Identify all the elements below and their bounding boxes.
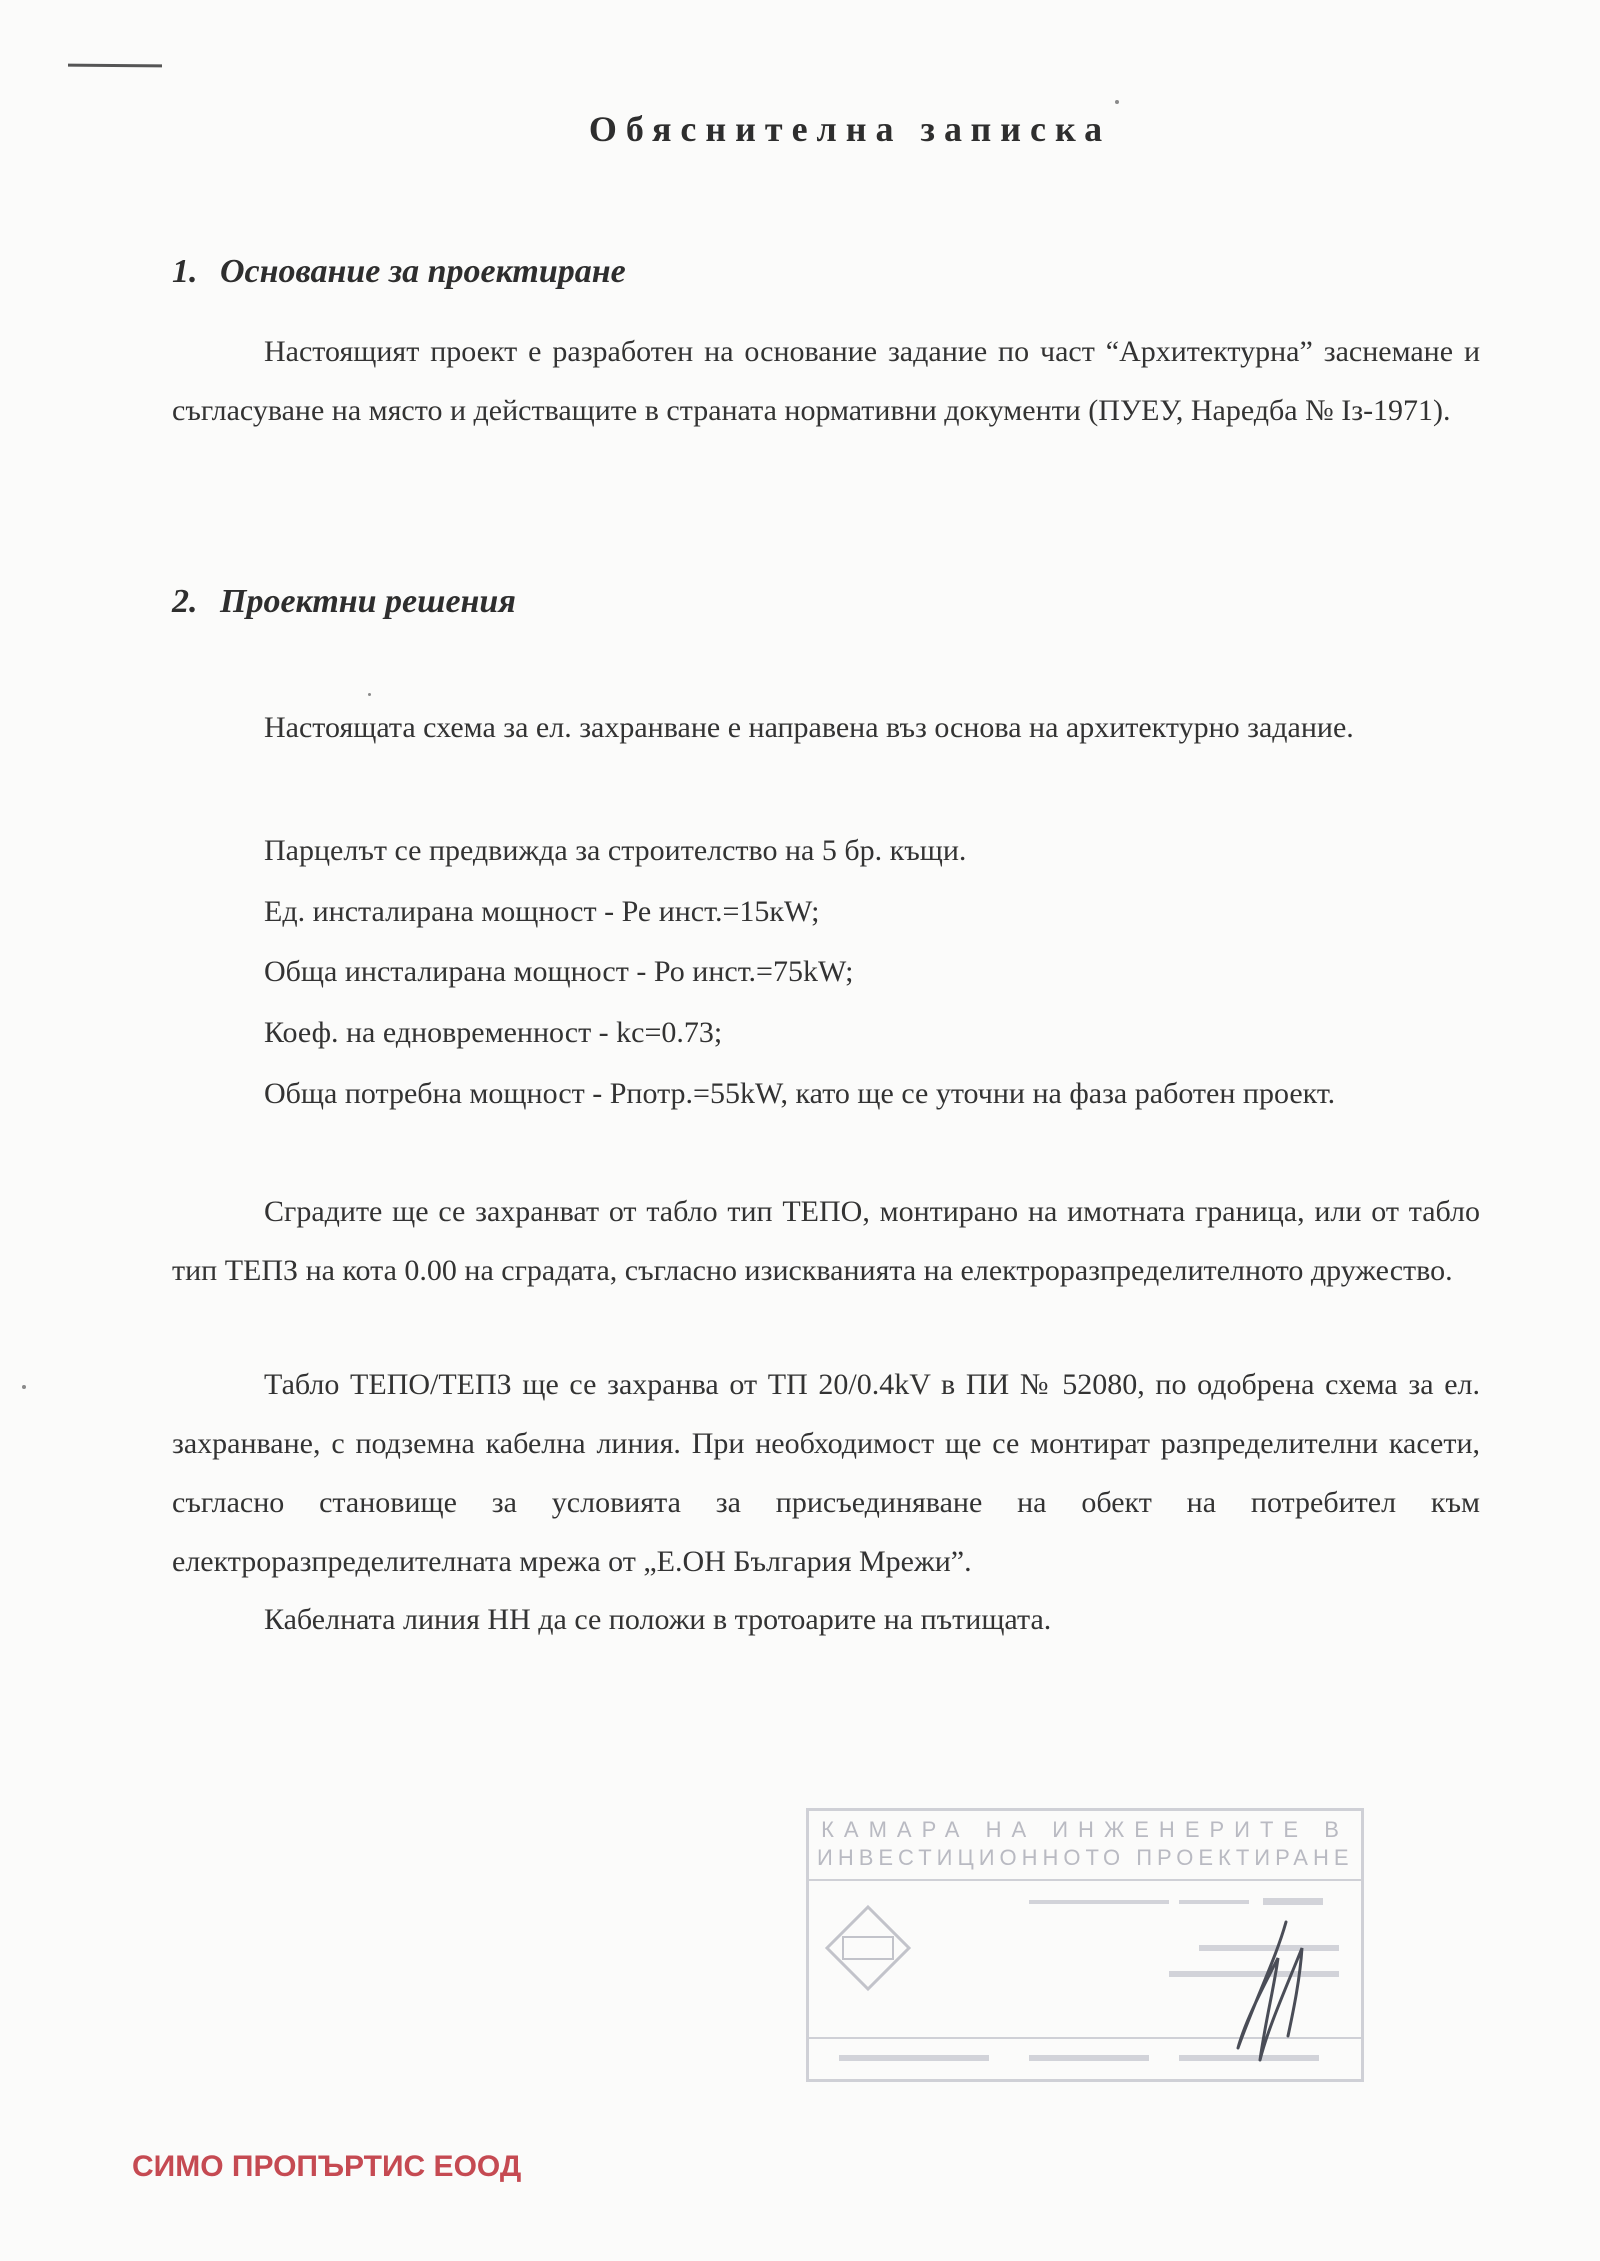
scan-speck — [1115, 100, 1119, 104]
signature-icon — [1216, 1918, 1346, 2068]
paragraph-text: Обща потребна мощност - Рпотр.=55kW, като ще се уточни на фаза работен проект. — [264, 1077, 1336, 1110]
section-paragraph — [172, 1355, 1480, 1591]
section-paragraph — [172, 821, 1480, 880]
section-heading — [172, 583, 516, 621]
paragraph-text: Настоящият проект е разработен на основание задание по част “Архитектурна” заснемане и съгласуване на място и действащите в страната нормативни документи (ПУЕУ, Наредба № Iз-1971). — [172, 335, 1480, 427]
scan-speck — [368, 693, 371, 696]
section-paragraph — [172, 1064, 1480, 1123]
paragraph-text: Обща инсталирана мощност - Ро инст.=75kW; — [264, 955, 854, 988]
section-number: 1. — [172, 253, 198, 290]
section-paragraph — [172, 942, 1480, 1001]
stamp-registration — [1029, 1893, 1329, 1916]
section-paragraph — [172, 698, 1480, 757]
stamp-registration-text-icon — [1029, 1893, 1329, 1911]
section-paragraph — [172, 882, 1480, 941]
section-number: 2. — [172, 583, 198, 620]
stamp-line-1: КАМАРА НА ИНЖЕНЕРИТЕ В — [821, 1817, 1349, 1842]
section-heading-text: Проектни решения — [220, 583, 516, 620]
paragraph-text: Табло ТЕПО/ТЕПЗ ще се захранва от ТП 20/0.4kV в ПИ № 52080, по одобрена схема за ел. захранване, с подземна кабелна линия. При необходимост ще се монтират разпределителни касети, съгласно становище за условията за присъединяване на обект на потребител към електроразпределителната мрежа от „Е.ОН България Мрежи”. — [172, 1368, 1480, 1578]
document-title: Обяснителна записка — [588, 109, 1112, 149]
scan-speck — [22, 1385, 26, 1389]
paragraph-text: Парцелът се предвижда за строителство на 5 бр. къщи. — [264, 834, 967, 867]
paragraph-text: Настоящата схема за ел. захранване е направена въз основа на архитектурно задание. — [264, 711, 1354, 744]
scan-mark — [68, 64, 162, 68]
section-paragraph — [172, 322, 1480, 440]
stamp-line-2: ИНВЕСТИЦИОННОТО ПРОЕКТИРАНЕ — [817, 1845, 1354, 1870]
chamber-logo-icon — [823, 1903, 913, 1993]
paragraph-text: Ед. инсталирана мощност - Ре инст.=15кW; — [264, 895, 820, 928]
section-heading-text: Основание за проектиране — [220, 253, 626, 290]
paragraph-text: Кабелната линия НН да се положи в тротоарите на пътищата. — [264, 1603, 1052, 1636]
paragraph-text: Коеф. на едновременност - kc=0.73; — [264, 1016, 723, 1049]
stamp-divider — [809, 1879, 1361, 1881]
section-heading — [172, 253, 626, 291]
paragraph-text: Сградите ще се захранват от табло тип ТЕПО, монтирано на имотната граница, или от табло тип ТЕПЗ на кота 0.00 на сградата, съгласно изискванията на електроразпределителното дружество. — [172, 1195, 1480, 1287]
section-paragraph — [172, 1003, 1480, 1062]
section-paragraph — [172, 1590, 1480, 1649]
company-name: СИМО ПРОПЪРТИС ЕООД — [132, 2150, 522, 2183]
section-paragraph — [172, 1182, 1480, 1300]
